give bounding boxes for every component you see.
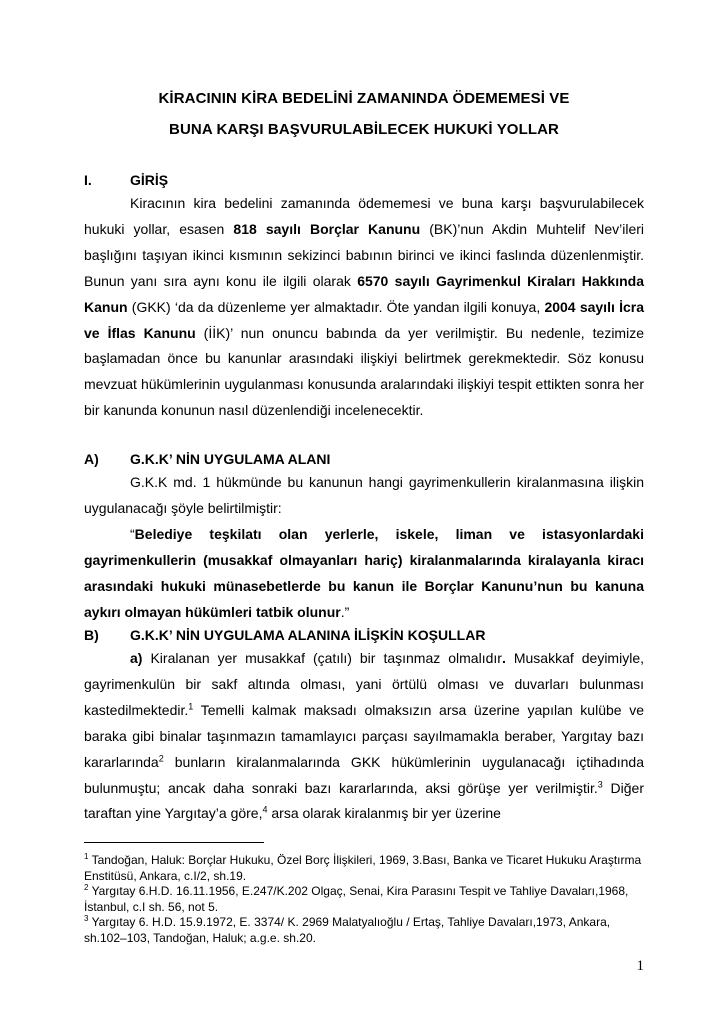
section-1-text-a: Kiracının kira bedelini zamanında ödememesi ve buna karşı başvurulabilecek hukuki yollar, esasen [84, 195, 644, 237]
section-a-heading [84, 451, 330, 467]
section-1-text-d: (İİK)’ nun onuncu babında da yer verilmiştir. Bu nedenle, tezimize başlamadan önce bu kanunlar arasındaki ilişkiyi belirtmek gerekmektedir. Söz konusu mevzuat hükümlerinin uygulanması konusunda aralarındaki ilişkiyi tespit ettikten sonra her bir kanunda konunun nasıl düzenlendiği incelenecektir. [84, 324, 644, 419]
item-a-end: . [501, 650, 506, 666]
section-b-paragraph [84, 646, 644, 827]
footnote-3 [84, 915, 644, 946]
quote-open-mark: “ [130, 525, 135, 542]
law-iik-reference: 2004 sayılı İcra ve İflas Kanunu [84, 298, 644, 341]
footnote-ref-2[interactable]: 2 [158, 752, 164, 763]
footnote-2-text: Yargıtay 6.H.D. 16.11.1956, E.247/K.202 Olgaç, Senai, Kira Parasını Tespit ve Tahliye Davaları,1968, İstanbul, c.I sh. 56, not 5. [84, 884, 629, 914]
law-bk-reference: 818 sayılı Borçlar Kanunu [233, 220, 421, 237]
footnote-3-number: 3 [84, 914, 89, 923]
footnote-3-text: Yargıtay 6. H.D. 15.9.1972, E. 3374/ K. 2969 Malatyalıoğlu / Ertaş, Tahliye Davaları,1973, Ankara, sh.102–103, Tandoğan, Haluk; a.g.e. sh.20. [84, 915, 611, 945]
section-a-quote [84, 522, 644, 626]
footnote-separator [84, 842, 264, 843]
item-a-text: Kiralanan yer musakkaf (çatılı) bir taşınmaz olmalıdır [142, 650, 502, 666]
footnote-1-text: Tandoğan, Haluk: Borçlar Hukuku, Özel Borç İlişkileri, 1969, 3.Bası, Banka ve Ticaret Hukuku Araştırma Enstitüsü, Ankara, c.I/2, sh.19. [84, 853, 642, 883]
footnote-2 [84, 884, 644, 915]
quote-text: Belediye teşkilatı olan yerlerle, iskele, liman ve istasyonlardaki gayrimenkullerin (musakkaf olmayanları hariç) kiralanmalarında kiralayanla kiracı arasındaki hukuki münasebetlerde bu kanun ile Borçlar Kanunu’nun bu kanuna aykırı olmayan hükümleri tatbik olunur [84, 525, 644, 620]
section-a-title: G.K.K’ NİN UYGULAMA ALANI [130, 451, 331, 467]
footnote-1 [84, 853, 644, 884]
page-number: 1 [636, 958, 644, 974]
section-b-body [84, 646, 644, 827]
document-title-line-2: BUNA KARŞI BAŞVURULABİLECEK HUKUKİ YOLLAR [169, 121, 559, 138]
footnote-ref-3[interactable]: 3 [597, 778, 603, 789]
section-a-number: A) [84, 451, 99, 467]
section-1-paragraph [84, 191, 644, 424]
section-1-body [84, 191, 644, 424]
section-1-heading [84, 172, 168, 188]
footnotes [84, 853, 644, 946]
section-1-text-c: (GKK) ‘da da düzenleme yer almaktadır. Öte yandan ilgili konuya, [127, 298, 545, 315]
section-1-title: GİRİŞ [130, 172, 169, 188]
item-a-label: a) [130, 650, 143, 666]
footnote-ref-1[interactable]: 1 [188, 701, 194, 712]
section-b-text-e: arsa olarak kiralanmış bir yer üzerine [267, 805, 501, 822]
section-b-heading [84, 627, 485, 643]
quote-close-mark: .” [340, 603, 350, 620]
section-1-text-b: (BK)’nun Akdin Muhtelif Nev’ileri başlığını taşıyan ikinci kısmının sekizinci babının birinci ve ikinci faslında düzenlenmiştir. Bunun yanı sıra aynı konu ile ilgili olarak [84, 220, 644, 289]
section-b-number: B) [84, 627, 99, 643]
footnote-2-number: 2 [84, 883, 89, 892]
law-gkk-reference: 6570 sayılı Gayrimenkul Kiraları Hakkında Kanun [84, 272, 644, 315]
footnote-ref-4[interactable]: 4 [262, 804, 268, 815]
section-b-text-c: bunların kiralanmalarında GKK hükümlerinin uygulanacağı içtihadında bulunmuştu; ancak daha sonraki bazı kararlarında, aksi görüşe yer verilmiştir. [84, 753, 644, 796]
document-title-line-1: KİRACININ KİRA BEDELİNİ ZAMANINDA ÖDEMEMESİ VE [158, 90, 570, 107]
section-1-number: I. [84, 172, 92, 188]
section-a-intro: G.K.K md. 1 hükmünde bu kanunun hangi gayrimenkullerin kiralanmasına ilişkin uygulanacağı şöyle belirtilmiştir: [84, 474, 644, 516]
section-b-text-a: Musakkaf deyimiyle, gayrimenkulün bir sakf altında olması, yani örtülü olması ve duvarları bulunması kastedilmektedir. [84, 650, 644, 718]
section-a-body [84, 470, 644, 625]
section-b-text-b: Temelli kalmak maksadı olmaksızın arsa üzerine yapılan kulübe ve baraka gibi binalar taşınmazın tamamlayıcı parçası sayılmamakla beraber, Yargıtay bazı kararlarında [84, 701, 644, 770]
footnote-1-number: 1 [84, 852, 89, 861]
section-b-title: G.K.K’ NİN UYGULAMA ALANINA İLİŞKİN KOŞULLAR [130, 627, 486, 643]
section-b-text-d: Diğer taraftan yine Yargıtay’a göre, [84, 779, 644, 822]
